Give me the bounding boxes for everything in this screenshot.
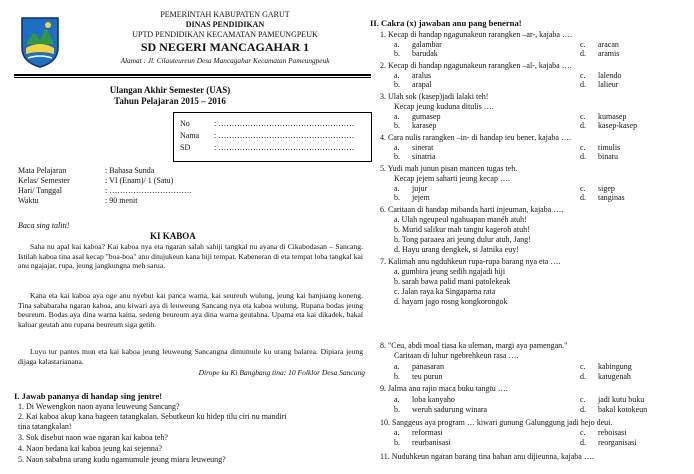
- mc-option[interactable]: a. gumbira jeung sedih ngajadi hiji: [394, 267, 506, 276]
- mc-option[interactable]: lalieur: [598, 80, 619, 89]
- mc-option-letter: b.: [394, 49, 400, 58]
- mc-option[interactable]: jujur: [412, 184, 428, 193]
- mc-option-letter: d.: [580, 152, 586, 161]
- mc-question-extra: Kecap jejem saharti jeung kecap ….: [394, 174, 510, 183]
- mc-option-letter: b.: [394, 152, 400, 161]
- story-paragraph: Luyu tur pantes mun eta kai kaboa jeung leuweung Sancangna dimumule ku urang balarea. Dipiara jeung dijaga kalastarianana.: [18, 347, 363, 366]
- mc-option[interactable]: aralus: [412, 71, 432, 80]
- mc-question: 5. Yudi mah junun pisan mancen tugas teh.: [380, 164, 518, 173]
- header-line-1: PEMERINTAH KABUPATEN GARUT: [160, 10, 290, 19]
- mc-option[interactable]: d. Hayu urang dengkek, si Jatnika euy!: [394, 245, 519, 254]
- mc-option-letter: c.: [580, 112, 586, 121]
- mc-option[interactable]: weruh sadurung winara: [412, 405, 488, 414]
- sd-label: SD: [180, 143, 191, 152]
- mc-option-letter: d.: [580, 80, 586, 89]
- mc-question: 10. Sanggeus aya program … kiwari gunung Galunggung jadi hejo deui.: [380, 418, 613, 427]
- essay-question: tina tatangkalan!: [18, 422, 72, 431]
- mc-option[interactable]: reformasi: [412, 428, 443, 437]
- mc-option[interactable]: c. Jalan raya ka Singaparna rata: [394, 287, 496, 296]
- school-address: Alamat : Jl. Cilauteureun Desa Mancagahar Kecamatan Pameungpeuk: [120, 56, 330, 65]
- mc-question: 2. Kecap di handap ngagunakeun rarangken –al-, kajaba ….: [380, 61, 572, 70]
- nama-field[interactable]: : ……………………………………………: [214, 131, 355, 140]
- mc-option-letter: a.: [394, 362, 400, 371]
- nama-label: Nama: [180, 131, 200, 140]
- no-field[interactable]: : ……………………………………………: [214, 119, 355, 128]
- mc-option-letter: c.: [580, 428, 586, 437]
- mc-question: 8. "Ceu, abdi moal tiasa ka uleman, margi aya pamengan.": [380, 341, 568, 350]
- mc-option-letter: c.: [580, 40, 586, 49]
- mc-option-letter: a.: [394, 71, 400, 80]
- mc-option[interactable]: sinerat: [412, 143, 434, 152]
- mc-option-letter: b.: [394, 121, 400, 130]
- info-value: : Bahasa Sunda: [105, 166, 155, 175]
- mc-option-letter: a.: [394, 428, 400, 437]
- mc-option-letter: a.: [394, 112, 400, 121]
- mc-question: 6. Caritaan di handap mibanda harti injeuman, kajaba ….: [380, 205, 564, 214]
- mc-option[interactable]: reboisasi: [598, 428, 627, 437]
- exam-year: Tahun Pelajaran 2015 – 2016: [114, 96, 226, 106]
- mc-question: 4. Cara nulis rarangken –in- di handap ieu bener, kajaba ….: [380, 133, 571, 142]
- mc-option-letter: d.: [580, 405, 586, 414]
- essay-question: 4. Naon bedana kai kaboa jeung kai sejenna?: [18, 444, 162, 453]
- mc-question: 1. Kecap di handap ngagunakeun rarangken –ar-, kajaba ….: [380, 30, 572, 39]
- section-2-heading: II. Cakra (x) jawaban anu pang benerna!: [370, 18, 522, 28]
- exam-title: Ulangan Akhir Semester (UAS): [109, 85, 231, 95]
- header-rule-thin: [14, 77, 371, 78]
- mc-option[interactable]: timulis: [598, 143, 621, 152]
- mc-option[interactable]: a. Ulah ngeupeul ngahuapan manéh atuh!: [394, 215, 527, 224]
- mc-option[interactable]: b. Tong paraaea ari jeung dulur atuh, Jang!: [394, 235, 531, 244]
- mc-question: 7. Kalimah anu ngduhkeun rupa-rupa barang nya eta ….: [380, 257, 561, 266]
- school-name: SD NEGERI MANCAGAHAR 1: [140, 40, 310, 54]
- mc-option-letter: c.: [580, 184, 586, 193]
- mc-option-letter: b.: [394, 193, 400, 202]
- mc-question-extra: Kecap jeung kuduna ditulis ….: [394, 102, 494, 111]
- mc-option[interactable]: loba kanyaho: [412, 395, 455, 404]
- sd-row: [180, 143, 355, 152]
- mc-option-letter: d.: [580, 438, 586, 447]
- no-label: No: [180, 119, 190, 128]
- mc-option[interactable]: jejem: [412, 193, 430, 202]
- mc-option[interactable]: panasaran: [412, 362, 444, 371]
- mc-option-letter: d.: [580, 121, 586, 130]
- mc-option[interactable]: gumasep: [412, 112, 441, 121]
- mc-option[interactable]: d. hayam jago rosng kongkorongok: [394, 297, 508, 306]
- info-value: : VI (Enam)/ 1 (Satu): [105, 176, 174, 185]
- header-rule-thick: [14, 74, 371, 76]
- nama-row: [180, 131, 355, 140]
- header-line-2: DINAS PENDIDIKAN: [185, 20, 265, 29]
- mc-option[interactable]: reurbanisasi: [412, 438, 451, 447]
- mc-option[interactable]: lalendo: [598, 71, 622, 80]
- mc-option-letter: a.: [394, 40, 400, 49]
- mc-option-letter: c.: [580, 71, 586, 80]
- mc-option[interactable]: bakal kotokeun: [598, 405, 648, 414]
- right-column: [370, 0, 694, 474]
- mc-option-letter: d.: [580, 372, 586, 381]
- mc-question-extra: Caritaan di luhur ngebrehkeun rasa ….: [394, 351, 519, 360]
- mc-option[interactable]: aracan: [598, 40, 619, 49]
- story-citation: Dirope ku Ki Bangbang tina: 10 Folklor Desa Sancang: [198, 368, 365, 377]
- essay-question: 2. Kai kaboa akup kana bageen tatangkalan. Sebutkeun ku hidep tilu ciri nu mandiri: [18, 412, 287, 421]
- story-paragraph: Saha nu apal kai kaboa? Kai kaboa nya eta ngaran salah sahiji tangkal nu ayana di Cikabodasan – Sancang. Istilah kaboa tina asal kecap "boa-boa" anu ditujukeun kana hiji tempat. Kabeneran di eta tempat loba tangkal kai anu ngajajar, rupa, jeung jangkungna meh sarua.: [18, 242, 363, 270]
- mc-option[interactable]: galambar: [412, 40, 442, 49]
- mc-option[interactable]: sigep: [598, 184, 615, 193]
- mc-option[interactable]: barudak: [412, 49, 438, 58]
- essay-question: 5. Naon sababna urang kudu ngamumule jeung miara leuweung?: [18, 455, 226, 464]
- mc-option-letter: a.: [394, 395, 400, 404]
- mc-option-letter: b.: [394, 372, 400, 381]
- reading-intro: Baca sing taliti!: [18, 221, 70, 230]
- section-1-heading: I. Jawab pananya di handap sing jentre!: [14, 391, 163, 401]
- no-row: [180, 119, 355, 128]
- mc-option[interactable]: katugenah: [598, 372, 631, 381]
- mc-option-letter: a.: [394, 143, 400, 152]
- mc-option-letter: b.: [394, 438, 400, 447]
- info-label: Mata Pelajaran: [18, 166, 67, 175]
- district-logo-icon: [18, 14, 62, 68]
- mc-option-letter: c.: [580, 395, 586, 404]
- mc-option-letter: d.: [580, 49, 586, 58]
- mc-option[interactable]: reorganisasi: [598, 438, 637, 447]
- mc-option[interactable]: kumasep: [598, 112, 627, 121]
- mc-option[interactable]: arapal: [412, 80, 432, 89]
- mc-option[interactable]: aramis: [598, 49, 620, 58]
- mc-option-letter: d.: [580, 193, 586, 202]
- mc-option[interactable]: binatu: [598, 152, 618, 161]
- mc-option[interactable]: karasep: [412, 121, 437, 130]
- info-value: : ………………………….: [105, 186, 192, 195]
- mc-option[interactable]: b. Murid salikur mah tangtu kageroh atuh!: [394, 225, 530, 234]
- mc-option-letter: c.: [580, 143, 586, 152]
- student-identity-box: [173, 112, 372, 162]
- sd-field[interactable]: : ……………………………………………: [214, 143, 355, 152]
- header-line-3: UPTD PENDIDIKAN KECAMATAN PAMEUNGPEUK: [132, 30, 318, 39]
- essay-question: 1. Di Wewengkon naon ayana leuweung Sancang?: [18, 402, 180, 411]
- info-value: : 90 menit: [105, 196, 138, 205]
- mc-question: 3. Ulah sok (kasep)jadi lalaki teh!: [380, 92, 489, 101]
- mc-option[interactable]: sinatria: [412, 152, 436, 161]
- info-label: Hari/ Tanggal: [18, 186, 62, 195]
- story-paragraph: Kana eta kai kaboa aya oge anu nyebut kai panca warna, kai seureuh wulung, jeung kai hanjuang koneng. Tina sababaraha ngaran kaboa, anu kiwari aya di leuweung Sancang nya eta kaboa wulung. Rupana bodas jeung beureum. Bodas aya dina warna kaina, sedeng beureum aya dina warna geutahna. Upama eta kai dikadek, bakal kaluar geutah anu rupana beureum siga getih.: [18, 291, 363, 329]
- story-title: KI KABOA: [150, 231, 196, 241]
- mc-option-letter: b.: [394, 80, 400, 89]
- essay-question: 3. Sok disebut naon wae ngaran kai kaboa teh?: [18, 433, 168, 442]
- mc-option[interactable]: kasep-kasep: [598, 121, 638, 130]
- mc-question: 11. Nuduhkeun ngaran barang tina bahan anu dijieunna, kajaba ….: [380, 452, 594, 461]
- mc-option[interactable]: jadi kutu buku: [598, 395, 645, 404]
- mc-option-letter: b.: [394, 405, 400, 414]
- mc-option-letter: a.: [394, 184, 400, 193]
- mc-option[interactable]: kabingung: [598, 362, 632, 371]
- mc-option-letter: c.: [580, 362, 586, 371]
- mc-option[interactable]: teu purun: [412, 372, 443, 381]
- info-label: Kelas/ Semester: [18, 176, 70, 185]
- mc-option[interactable]: tanginas: [598, 193, 625, 202]
- mc-option[interactable]: b. sarah bawa palid mani patolekeak: [394, 277, 511, 286]
- info-label: Waktu: [18, 196, 39, 205]
- mc-question: 9. Jalma anu rajin maca buku tangtu ….: [380, 384, 508, 393]
